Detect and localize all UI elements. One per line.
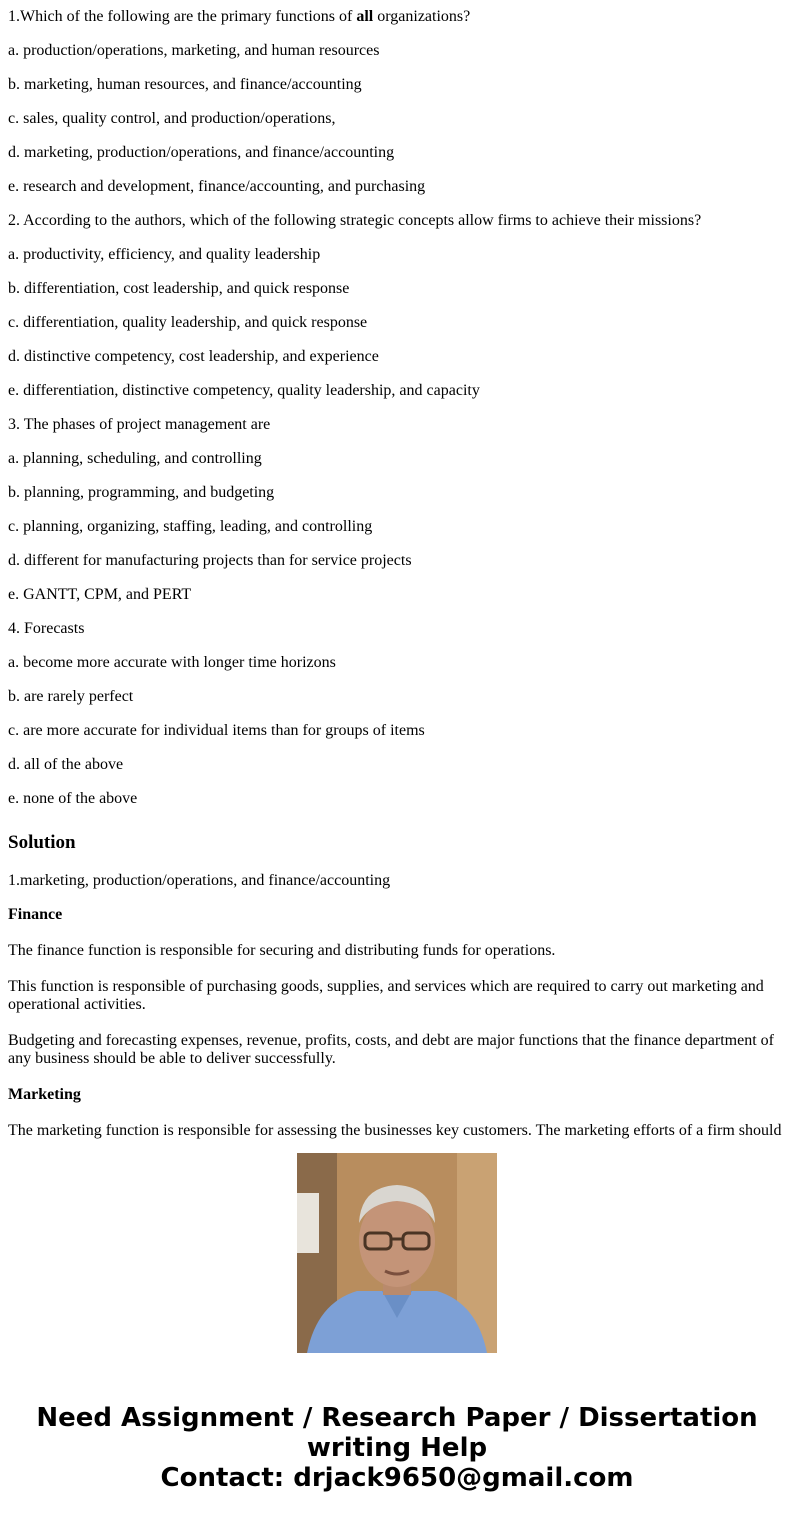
question-3-option-d: d. different for manufacturing projects than for service projects (8, 552, 412, 569)
author-avatar (297, 1153, 497, 1353)
question-1 (8, 0, 786, 34)
question-2-option-c: c. differentiation, quality leadership, and quick response (8, 314, 368, 331)
question-2-option-b: b. differentiation, cost leadership, and quick response (8, 280, 350, 297)
question-4-option-a: a. become more accurate with longer time horizons (8, 654, 336, 671)
author-portrait-image (297, 1153, 497, 1353)
question-2: 2. According to the authors, which of the following strategic concepts allow firms to achieve their missions? (8, 212, 702, 229)
question-3-option-a: a. planning, scheduling, and controlling (8, 450, 262, 467)
question-4: 4. Forecasts (8, 620, 85, 637)
finance-paragraph-3: Budgeting and forecasting expenses, revenue, profits, costs, and debt are major functions that the finance department of any business should be able to deliver successfully. (8, 1032, 774, 1067)
promo-text (0, 1403, 794, 1493)
question-4-option-b: b. are rarely perfect (8, 688, 134, 705)
question-4-option-c: c. are more accurate for individual items than for groups of items (8, 722, 425, 739)
question-3: 3. The phases of project management are (8, 416, 271, 433)
promo-section (0, 1123, 794, 1523)
question-2-option-e: e. differentiation, distinctive competency, quality leadership, and capacity (8, 382, 480, 399)
marketing-heading: Marketing (8, 1086, 81, 1103)
question-1-option-e: e. research and development, finance/accounting, and purchasing (8, 178, 426, 195)
question-3-option-c: c. planning, organizing, staffing, leading, and controlling (8, 518, 373, 535)
question-1-option-c: c. sales, quality control, and production/operations, (8, 110, 336, 127)
promo-line-1: Need Assignment / Research Paper / Dissertation (36, 1403, 758, 1433)
question-1-option-d: d. marketing, production/operations, and finance/accounting (8, 144, 395, 161)
question-2-option-d: d. distinctive competency, cost leadership, and experience (8, 348, 379, 365)
question-4-option-d: d. all of the above (8, 756, 124, 773)
solution-heading: Solution (8, 832, 76, 853)
question-1-option-b: b. marketing, human resources, and finance/accounting (8, 76, 362, 93)
question-3-option-e: e. GANTT, CPM, and PERT (8, 586, 192, 603)
question-3-option-b: b. planning, programming, and budgeting (8, 484, 275, 501)
question-1-option-a: a. production/operations, marketing, and human resources (8, 42, 380, 59)
question-2-option-a: a. productivity, efficiency, and quality leadership (8, 246, 321, 263)
question-4-option-e: e. none of the above (8, 790, 138, 807)
finance-heading: Finance (8, 906, 63, 923)
solution-answer-1: 1.marketing, production/operations, and finance/accounting (8, 872, 391, 889)
document-content (8, 0, 786, 1139)
promo-line-2: writing Help (306, 1433, 488, 1463)
promo-contact: Contact: drjack9650@gmail.com (160, 1463, 634, 1493)
marketing-paragraph-1: The marketing function is responsible for assessing the businesses key customers. The marketing efforts of a firm should (8, 1122, 782, 1139)
question-1-emphasis: all (356, 8, 374, 25)
finance-paragraph-2: This function is responsible of purchasing goods, supplies, and services which are required to carry out marketing and operational activities. (8, 978, 764, 1013)
question-1-prefix: 1.Which of the following are the primary functions of (8, 8, 357, 25)
question-1-suffix: organizations? (373, 8, 471, 25)
finance-paragraph-1: The finance function is responsible for securing and distributing funds for operations. (8, 942, 556, 959)
